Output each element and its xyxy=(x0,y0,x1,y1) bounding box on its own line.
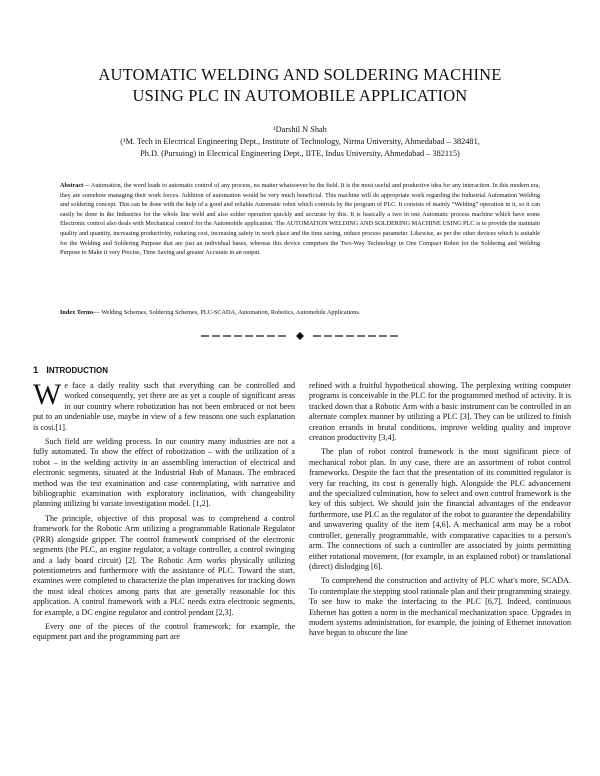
divider-diamond-icon xyxy=(296,332,304,340)
intro-paragraph-2: Such field are welding process. In our country many industries are not a fully automated. To show the effect of robotization – with the utilization of a robot – in the welding activity in an assembling interaction of electrical and electronic segments, situated at the Industrial Hub of Manaus. The embraced method was the test examination and case contemplating, with narrative and bibliographic examination with exploratory inclination, with changeability planning utilizing bi variate investigation model. [1,2]. xyxy=(33,437,295,509)
intro-paragraph-3: The principle, objective of this proposal was to comprehend a control framework for the Robotic Arm utilizing a programmable Rationale Regulator (PRR) alongside gripper. The control framework comprised of the electronic segments (the PLC, an engine regulator, a voltage controller, a control swinging and a lady board circuit) [2]. The Robotic Arm works physically utilizing potentiometers and furthermore with the assistance of PLC. Toward the start, examines were completed to characterize the plan imperatives for tracking down the most ideal choices among parts that are generally reasonable for this application. A control framework with a PLC needs extra electronic segments, for example, a DC engine regulator and control pendant [2,3]. xyxy=(33,513,295,617)
intro-paragraph-1 xyxy=(33,381,295,433)
right-paragraph-3: To comprehend the construction and activity of PLC what's more, SCADA. To contemplate the stepping stool rationale plan and their programming strategy. To see how to make the interfacing to the PLC [6,7]. Indeed, continuous Ethernet has gotten a norm in the mechanical mechanization space. Upgrades in modern systems administration, for example, the joining of Ethernet innovation have begun to obscure the line xyxy=(309,576,571,638)
title-line-2: USING PLC IN AUTOMOBILE APPLICATION xyxy=(132,86,468,105)
section-number: 1 xyxy=(33,365,39,376)
abstract-text: — Automation, the word leads to automatic control of any process, no matter whatsoever be the field. It is the most useful and productive idea for any interaction. In this modern era, they are somehow managing their work forces. Addition of automation would be very much beneficial. This machine will do appropriate work regarding the Industrial Automation Welding and soldering concept. This can be done with the help of a good and reliable Automatic robot which controls by the program of PLC. It consists of mainly “Welding” operation in it, so it can easily be done in the Industries for the whole line weld and also solder operation quickly and accurate by this. It is basically a two in one Automatic process machine which have some Electronic control also deals with Mechanical control for the Automobile application. The AUTOMATION WELDING AND SOLDERING MACHINE USING PLC is to provide the maintain quality and quantity, increasing productivity, reducing cost, increasing safety in work place and the time saving, reduce process parameter. Likewise, as per the other devices which is suitable for the Welding and Soldering Purpose that are just an individual bases, whereas this device comprises the Two-Way Technology in One Compact Robot for the Soldering and Welding Purpose to Make it very Precise, Time Saving and greater Accurate in an output. xyxy=(60,182,540,257)
title-line-1: AUTOMATIC WELDING AND SOLDERING MACHINE xyxy=(98,65,502,84)
section-heading xyxy=(33,365,108,376)
abstract xyxy=(60,181,540,258)
drop-cap: W xyxy=(33,381,62,411)
right-paragraph-2: The plan of robot control framework is the most significant piece of mechanical robot plan. In any case, there are an assortment of robot control frameworks. Despite the fact that the presentation of its committed regulator is very far reaching, its cost is generally high. Alongside the PLC advancement and the specialized culmination, how to select and own control framework is the key of this subject. We should join the financial advantages of the endeavor furthermore, use PLC as the regulator of the robot to guarantee the dependability and unwavering quality of the item [4,6]. A mechanical arm may be a robot controller, generally programmable, with comparative capacities to a person's arm. The connections of such a controller are associated by joints permitting either rotational movement, (for example, in an explained robot) or translational (direct) dislodging [6]. xyxy=(309,447,571,571)
index-terms-label: Index Terms xyxy=(60,309,94,316)
right-column xyxy=(309,381,571,766)
index-terms-text: — Welding Schemes, Soldering Schemes, PLC-SCADA, Automation, Robotics, Automobile Applications. xyxy=(93,309,361,316)
author-block xyxy=(40,124,560,160)
section-title-initial: I xyxy=(46,365,49,376)
intro-paragraph-1-text: e face a daily reality such that everything can be controlled and worked consequently, yet there are as yet a couple of significant areas in our country where robotization has not been embraced or not been put to an undeniable use, maybe in view of a few reasons one such explanation is cost.[1]. xyxy=(33,381,295,432)
section-title-rest: NTRODUCTION xyxy=(48,366,108,375)
paper-title xyxy=(30,64,570,106)
section-divider xyxy=(0,329,600,343)
index-terms xyxy=(60,308,540,318)
intro-paragraph-4: Every one of the pieces of the control framework; for example, the equipment part and the programming part are xyxy=(33,621,295,642)
author-affiliation-2: Ph.D. (Pursuing) in Electrical Engineering Dept., IITE, Indus University, Ahmedabad – 382115) xyxy=(140,149,460,158)
author-name: ¹Darshil N Shah xyxy=(273,125,327,134)
author-affiliation-1: (¹M. Tech in Electrical Engineering Dept., Institute of Technology, Nirma University, Ahmedabad – 382481, xyxy=(120,137,480,146)
left-column xyxy=(33,381,295,766)
right-paragraph-1: refined with a fruitful hypothetical showing. The perplexing writing computer programs is conceivable in the PLC for the programmed method of activity. It is tracked down that a Robotic Arm with a basic instrument can be controlled in an alternate complex manner by utilizing a PLC [3]. They can be utilized to finish creation errands in brutal conditions, improve welding quality and improve creation productivity [3,4]. xyxy=(309,381,571,443)
abstract-label: Abstract xyxy=(60,182,84,189)
